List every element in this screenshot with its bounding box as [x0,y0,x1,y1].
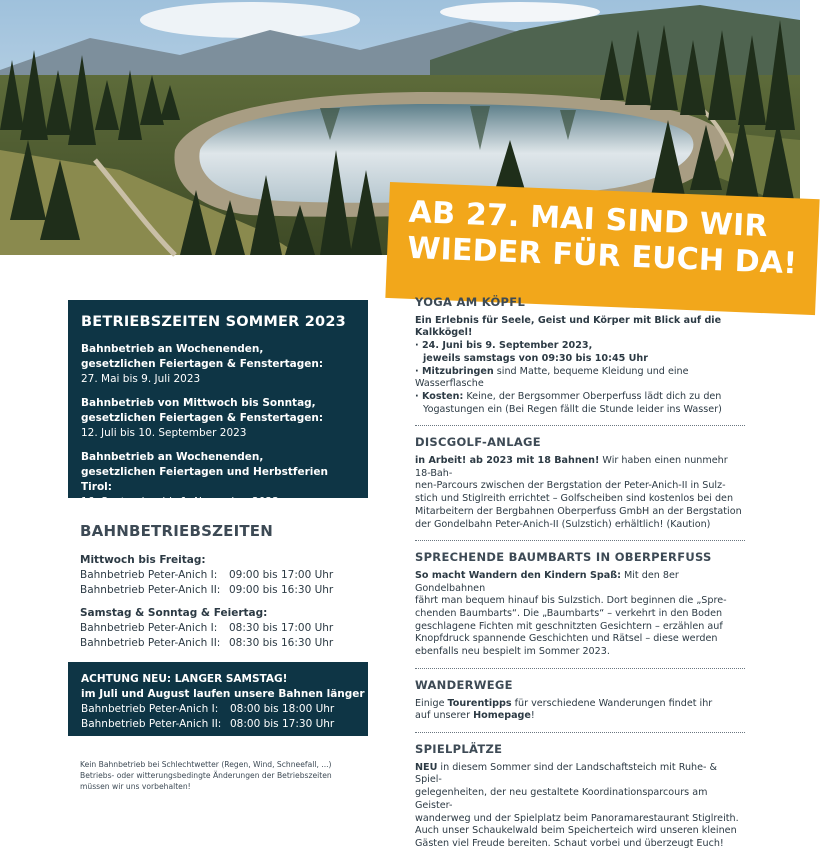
yoga-bring-label: · Mitzubringen [415,365,494,377]
baumbarts-title: SPRECHENDE BAUMBARTS IN OBERPERFUSS [415,550,712,565]
period-dates: 12. Juli bis 10. September 2023 [81,427,247,439]
lift-time: 08:00 bis 18:00 Uhr [230,703,335,715]
lift-time: 09:00 bis 17:00 Uhr [229,569,334,581]
schedule-row [80,583,370,598]
spielplaetze-text: gelegenheiten, der neu gestaltete Koordinationsparcours am Geister- [415,787,708,811]
baumbarts-text: chenden Baumbarts“. Die „Baumbarts“ – verkehrt in den Boden [415,608,723,620]
baumbarts-text: ebenfalls neu bespielt im Sommer 2023. [415,646,610,658]
yoga-intro: Ein Erlebnis für Seele, Geist und Körper mit Blick auf die Kalkkögel! [415,314,722,339]
schedule-row [80,636,370,651]
lift-name: Bahnbetrieb Peter-Anich II: [80,584,221,596]
yoga-cost-text: Keine, der Bergsommer Oberperfuss lädt dich zu den [463,390,722,402]
discgolf-text: Mitarbeitern der Bergbahnen Oberperfuss GmbH an der Bergstation [415,505,742,517]
dotted-divider [415,668,745,669]
lift-name: Bahnbetrieb Peter-Anich II: [81,718,222,730]
lift-time: 09:00 bis 16:30 Uhr [229,584,334,596]
wanderwege-title: WANDERWEGE [415,677,513,692]
disclaimer-line: müssen wir uns vorbehalten! [80,782,191,791]
baumbarts-lead: So macht Wandern den Kindern Spaß: [415,569,621,581]
baumbarts-text: Knopfdruck spannende Geschichten und Rätsel – diese werden [415,633,718,645]
yoga-bring-text: sind Matte, bequeme Kleidung und eine Wasserflasche [415,365,689,390]
spielplaetze-section [415,743,745,851]
schedule-group [80,553,370,598]
lift-time: 08:30 bis 16:30 Uhr [229,637,334,649]
dotted-divider [415,540,745,541]
schedule-row [80,621,370,636]
schedule-row [81,702,356,717]
spielplaetze-text: Gästen viel Freude bereiten. Schaut vorbei und überzeugt Euch! [415,837,724,849]
spielplaetze-lead: NEU [415,761,438,773]
yoga-cost-label: · Kosten: [415,390,464,402]
period-heading: gesetzlichen Feiertagen & Fenstertagen: [81,412,324,424]
lift-time: 08:00 bis 17:30 Uhr [230,718,335,730]
operating-period [81,342,356,387]
baumbarts-text: geschlagene Fichten mit geschnitzten Gesichtern – erzählen auf [415,620,723,632]
period-dates: 27. Mai bis 9. Juli 2023 [81,373,201,385]
lift-time: 08:30 bis 17:00 Uhr [229,622,334,634]
yoga-title: YOGA AM KÖPFL [415,295,526,309]
disclaimer-line: Kein Bahnbetrieb bei Schlechtwetter (Regen, Wind, Schneefall, ...) [80,760,332,769]
wanderwege-text: ! [530,710,535,722]
period-heading: Bahnbetrieb an Wochenenden, [81,451,264,463]
dotted-divider [415,732,745,733]
weather-disclaimer [80,759,370,792]
baumbarts-text: fährt man bequem hinauf bis Sulzstich. Dort beginnen die „Spre- [415,595,727,607]
operating-hours-box [68,300,368,508]
activities-column [415,296,745,851]
wanderwege-section [415,679,745,723]
dotted-divider [415,425,745,426]
baumbarts-text: Mit den 8er Gondelbahnen [415,569,679,594]
lift-schedule-title: BAHNBETRIEBSZEITEN [80,522,274,540]
spielplaetze-text: Auch unser Schaukelwald beim Speicherteich wird unseren kleinen [415,825,737,837]
spielplaetze-title: SPIELPLÄTZE [415,741,503,756]
lift-name: Bahnbetrieb Peter-Anich II: [80,637,221,649]
period-heading: Bahnbetrieb an Wochenenden, [81,343,264,355]
discgolf-text: Wir haben einen nunmehr 18-Bah- [415,455,728,479]
schedule-group-title: Samstag & Sonntag & Feiertag: [80,607,268,619]
schedule-row [80,568,370,583]
notice-heading: ACHTUNG NEU: LANGER SAMSTAG! [81,673,288,685]
discgolf-text: der Gondelbahn Peter-Anich-II (Sulzstich) erhältlich! (Kaution) [415,518,711,530]
schedule-group [80,606,370,651]
discgolf-text: nen-Parcours zwischen der Bergstation der Peter-Anich-II in Sulz- [415,480,726,492]
operating-hours-title: BETRIEBSZEITEN SOMMER 2023 [81,314,346,330]
operating-period [81,450,356,510]
lift-name: Bahnbetrieb Peter-Anich I: [81,703,219,715]
spielplaetze-text: in diesem Sommer sind der Landschaftsteich mit Ruhe- & Spiel- [415,761,718,786]
period-dates: 16. September bis 1. November 2023 [81,496,279,508]
lift-name: Bahnbetrieb Peter-Anich I: [80,569,218,581]
discgolf-lead: in Arbeit! ab 2023 mit 18 Bahnen! [415,455,600,467]
discgolf-title: DISCGOLF-ANLAGE [415,435,541,450]
long-saturday-notice-box [68,662,368,736]
lift-name: Bahnbetrieb Peter-Anich I: [80,622,218,634]
schedule-group-title: Mittwoch bis Freitag: [80,554,206,566]
period-heading: gesetzlichen Feiertagen und Herbstferien Tirol: [81,466,328,493]
disclaimer-line: Betriebs- oder witterungsbedingte Änderungen der Betriebszeiten [80,771,332,780]
wanderwege-text: Einige [415,697,448,709]
discgolf-text: stich und Stiglreith errichtet – Golfscheiben sind kostenlos bei den [415,493,734,505]
operating-period [81,396,356,441]
yoga-cost-text-2: Yogastungen ein (Bei Regen fällt die Stunde leider ins Wasser) [423,403,722,415]
period-heading: gesetzlichen Feiertagen & Fenstertagen: [81,358,324,370]
wanderwege-text: für verschiedene Wanderungen findet ihr [511,697,713,709]
yoga-section [415,296,745,416]
baumbarts-section [415,551,745,659]
spielplaetze-text: wanderweg und der Spielplatz beim Panoramarestaurant Stiglreith. [415,812,739,824]
yoga-times: jeweils samstags von 09:30 bis 10:45 Uhr [423,352,648,364]
yoga-dates: · 24. Juni bis 9. September 2023, [415,340,593,352]
banner-line-2: WIEDER FÜR EUCH DA! [406,230,798,282]
homepage-link[interactable]: Homepage [473,710,531,722]
banner-line-1: AB 27. MAI SIND WIR [408,194,769,245]
schedule-row [81,717,356,732]
wanderwege-text: auf unserer [415,710,474,722]
tourentipps-link[interactable]: Tourentipps [447,697,512,709]
lift-schedule-section [80,522,370,659]
notice-subheading: im Juli und August laufen unsere Bahnen länger [81,688,365,700]
period-heading: Bahnbetrieb von Mittwoch bis Sonntag, [81,397,316,409]
discgolf-section [415,436,745,531]
